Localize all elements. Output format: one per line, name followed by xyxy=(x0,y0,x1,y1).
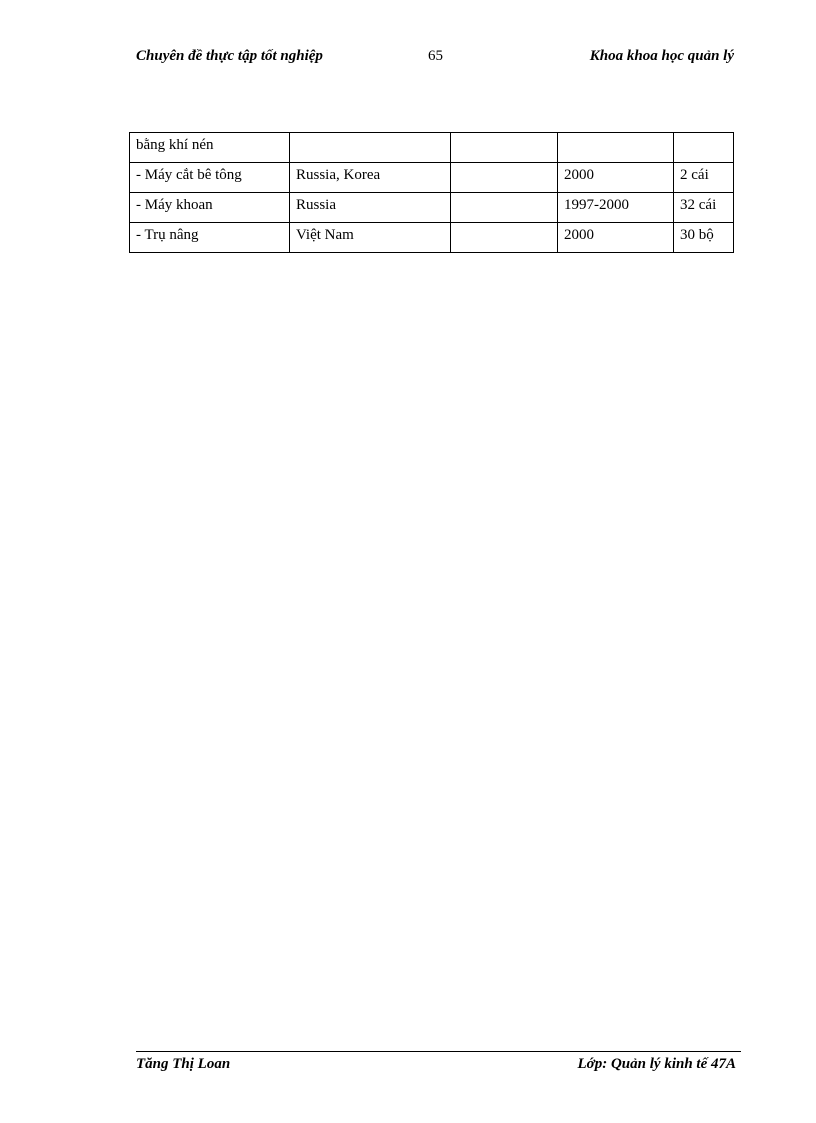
table-row xyxy=(130,193,734,223)
equipment-table xyxy=(129,132,734,253)
table-cell-equipment: - Trụ nâng xyxy=(130,223,290,253)
table-cell-empty xyxy=(451,223,558,253)
page-footer xyxy=(0,1056,816,1080)
table-cell-empty xyxy=(451,133,558,163)
table-cell-quantity: 2 cái xyxy=(674,163,734,193)
header-faculty: Khoa khoa học quản lý xyxy=(589,48,734,64)
footer-divider xyxy=(136,1051,741,1052)
footer-author: Tăng Thị Loan xyxy=(136,1056,231,1072)
table-cell-quantity: 32 cái xyxy=(674,193,734,223)
table-row xyxy=(130,163,734,193)
table-cell-year xyxy=(558,133,674,163)
table-cell-origin: Russia xyxy=(290,193,451,223)
table-cell-origin: Russia, Korea xyxy=(290,163,451,193)
table-row xyxy=(130,133,734,163)
table-cell-quantity: 30 bộ xyxy=(674,223,734,253)
table-cell-origin xyxy=(290,133,451,163)
table-cell-empty xyxy=(451,193,558,223)
table-row xyxy=(130,223,734,253)
table-cell-quantity xyxy=(674,133,734,163)
table-cell-equipment: - Máy khoan xyxy=(130,193,290,223)
table-cell-year: 2000 xyxy=(558,163,674,193)
page-number: 65 xyxy=(428,48,443,64)
header-document-title: Chuyên đề thực tập tốt nghiệp xyxy=(136,48,323,64)
table-cell-empty xyxy=(451,163,558,193)
table-cell-year: 1997-2000 xyxy=(558,193,674,223)
table-cell-origin: Việt Nam xyxy=(290,223,451,253)
table-cell-equipment: - Máy cắt bê tông xyxy=(130,163,290,193)
page-header xyxy=(0,48,816,72)
footer-class: Lớp: Quản lý kinh tế 47A xyxy=(577,1056,736,1072)
table-cell-equipment: bằng khí nén xyxy=(130,133,290,163)
table-cell-year: 2000 xyxy=(558,223,674,253)
